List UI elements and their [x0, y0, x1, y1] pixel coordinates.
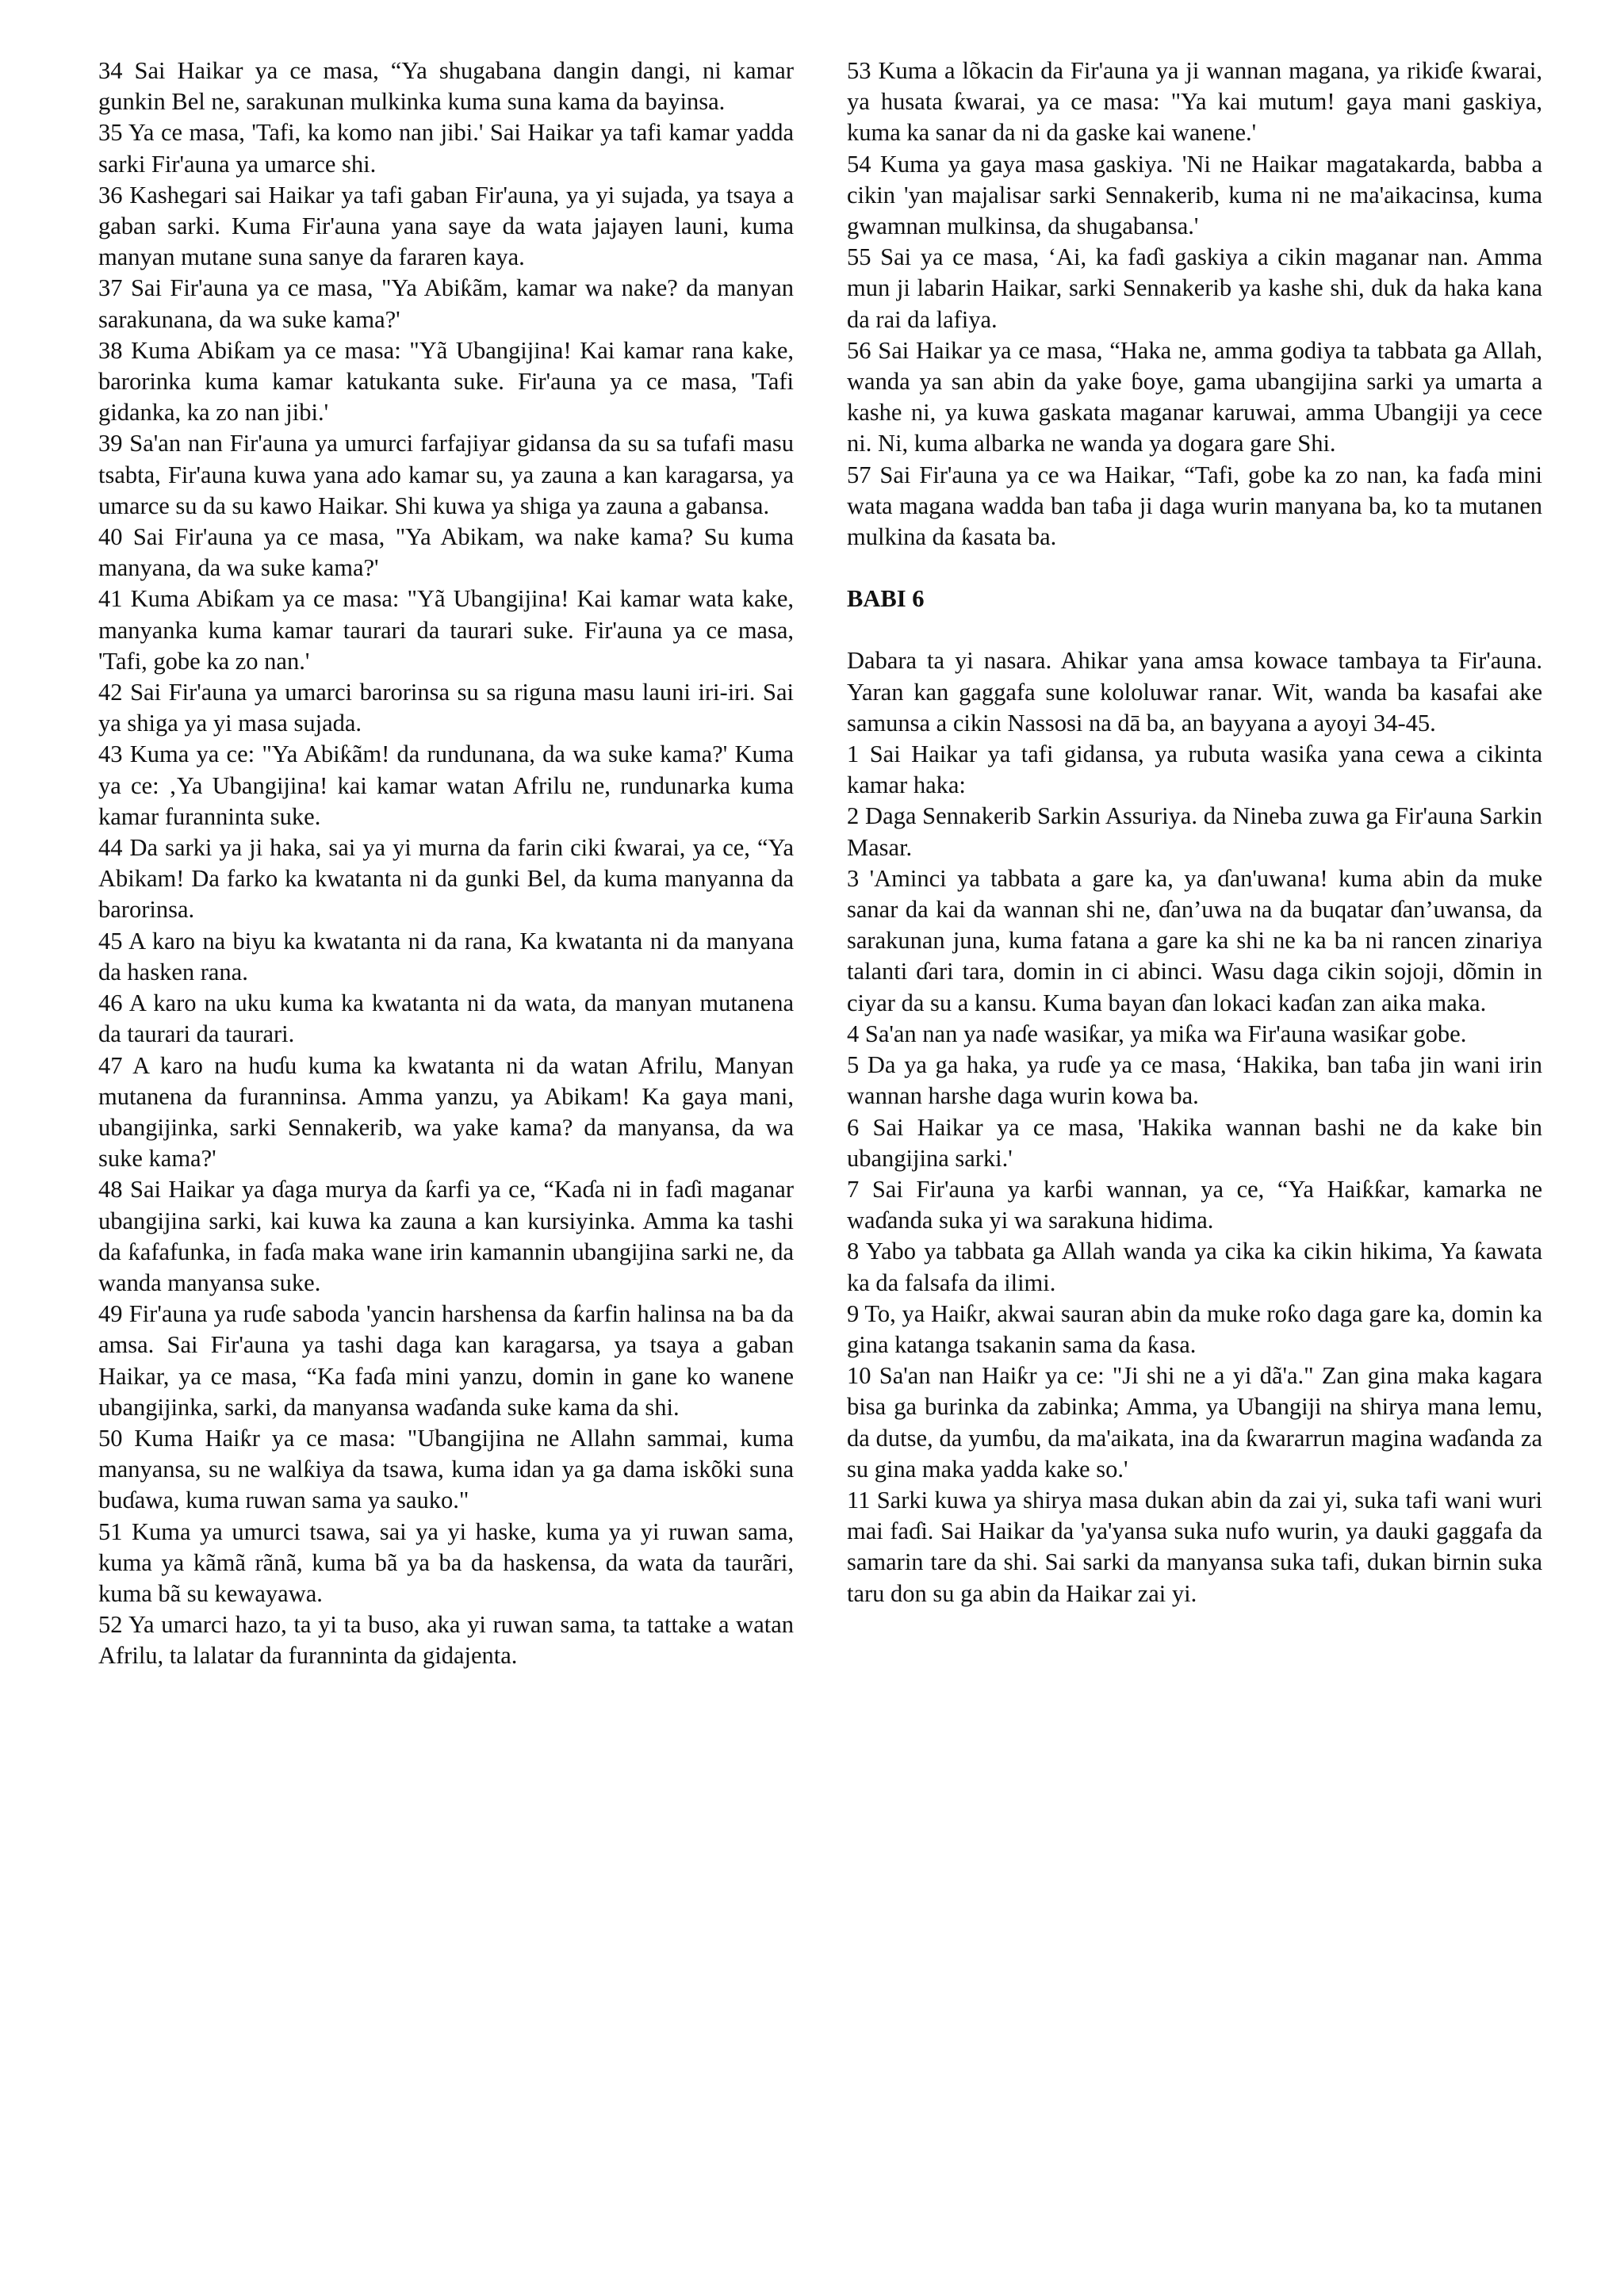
verse-54: 54 Kuma ya gaya masa gaskiya. 'Ni ne Haikar magatakarda, babba a cikin 'yan majalisar sarki Sennakerib, kuma ni ne ma'aikacinsa, kuma gwamnan mulkinsa, da shugabansa.' [847, 150, 1542, 240]
verse-52: 52 Ya umarci hazo, ta yi ta buso, aka yi ruwan sama, ta tattake a watan Afrilu, ta lalatar da furanninta da gidajenta. [98, 1611, 794, 1670]
verse-56: 56 Sai Haikar ya ce masa, “Haka ne, amma godiya ta tabbata ga Allah, wanda ya san abin da yake ɓoye, gama ubangijina sarki ya umarta a kashe ni, ya kuwa gaskata maganar karuwai, amma Ubangiji ya cece ni. Ni, kuma albarka ne wanda ya dogara gare Shi. [847, 336, 1542, 457]
chapter-verse-4: 4 Sa'an nan ya naɗe wasiƙar, ya miƙa wa Fir'auna wasiƙar gobe. [847, 1020, 1467, 1047]
verse-57: 57 Sai Fir'auna ya ce wa Haikar, “Tafi, gobe ka zo nan, ka faɗa mini wata magana wadda ban taɓa ji daga wurin manyana ba, ko ta mutanen mulkina da ƙasata ba. [847, 461, 1542, 551]
verse-55: 55 Sai ya ce masa, ‘Ai, ka faɗi gaskiya a cikin maganar nan. Amma mun ji labarin Haikar, sarki Sennakerib ya kashe shi, duk da haka kana da rai da lafiya. [847, 243, 1542, 333]
verse-50: 50 Kuma Haiƙr ya ce masa: "Ubangijina ne Allahn sammai, kuma manyansa, su ne walƙiya da tsawa, kuma idan ya ga dama iskõki suna buɗawa, kuma ruwan sama ya sauko." [98, 1424, 794, 1514]
verse-39: 39 Sa'an nan Fir'auna ya umurci farfajiyar gidansa da su sa tufafi masu tsabta, Fir'auna kuwa yana ado kamar su, ya zauna a kan karagarsa, ya umarce su da su kawo Haikar. Shi kuwa ya shiga ya zauna a gabansa. [98, 430, 794, 519]
chapter-heading: BABI 6 [847, 585, 925, 613]
chapter-verse-3: 3 'Aminci ya tabbata a gare ka, ya ɗan'uwana! kuma abin da muke sanar da kai da wannan shi ne, ɗan’uwa na da buqatar ɗan’uwansa, da sarakunan juna, kuma fatana a gare ka shi ne ka ba ni rancen zinariya talanti ɗari tara, domin in ci abinci. Wasu daga cikin sojoji, dõmin in ciyar da su a kansu. Kuma bayan ɗan lokaci kaɗan zan aika maka. [847, 864, 1542, 1016]
verse-51: 51 Kuma ya umurci tsawa, sai ya yi haske, kuma ya yi ruwan sama, kuma ya kãmã rãnã, kuma bã ya ba da haskensa, da wata da taurãri, kuma bã su kewayawa. [98, 1517, 794, 1607]
chapter-verse-11: 11 Sarki kuwa ya shirya masa dukan abin da zai yi, suka tafi wani wuri mai faɗi. Sai Haikar da 'ya'yansa suka nufo wurin, ya dauki gaggafa da samarin tare da shi. Sai sarki da manyansa suka tafi, dukan birnin suka taru don su ga abin da Haikar zai yi. [847, 1486, 1542, 1607]
chapter-verse-6: 6 Sai Haikar ya ce masa, 'Hakika wannan bashi ne da kake bin ubangijina sarki.' [847, 1113, 1542, 1172]
verse-44: 44 Da sarki ya ji haka, sai ya yi murna da farin ciki ƙwarai, ya ce, “Ya Abikam! Da farko ka kwatanta ni da gunki Bel, da kuma manyanna da barorinsa. [98, 834, 794, 924]
chapter-summary: Dabara ta yi nasara. Ahikar yana amsa kowace tambaya ta Fir'auna. Yaran kan gaggafa sune kololuwar ranar. Wit, wanda ba kasafai ake samunsa a cikin Nassosi na dā ba, an bayyana a ayoyi 34-45. [847, 647, 1542, 737]
chapter-verse-5: 5 Da ya ga haka, ya ruɗe ya ce masa, ‘Hakika, ban taɓa jin wani irin wannan harshe daga wurin kowa ba. [847, 1051, 1542, 1110]
verse-38: 38 Kuma Abiƙam ya ce masa: "Yã Ubangijina! Kai kamar rana kake, barorinka kuma kamar katukanta suke. Fir'auna ya ce masa, 'Tafi gidanka, ka zo nan jibi.' [98, 336, 794, 427]
verse-46: 46 A karo na uku kuma ka kwatanta ni da wata, da manyan mutanena da taurari da taurari. [98, 989, 794, 1048]
verse-41: 41 Kuma Abiƙam ya ce masa: "Yã Ubangijina! Kai kamar wata kake, manyanka kuma kamar taurari da taurari suke. Fir'auna ya ce masa, 'Tafi, gobe ka zo nan.' [98, 585, 794, 675]
verse-48: 48 Sai Haikar ya ɗaga murya da ƙarfi ya ce, “Kaɗa ni in faɗi maganar ubangijina sarki, kai kuwa ka zauna a kan kursiyinka. Amma ka tashi da ƙafafunka, in faɗa maka wane irin kamannin ubangijina sarki ne, da wanda manyansa suke. [98, 1176, 794, 1296]
verse-43: 43 Kuma ya ce: "Ya Abiƙãm! da rundunana, da wa suke kama?' Kuma ya ce: ‚Ya Ubangijina! kai kamar watan Afrilu ne, rundunarka kuma kamar furanninta suke. [98, 740, 794, 830]
verse-53: 53 Kuma a lõkacin da Fir'auna ya ji wannan magana, ya rikiɗe ƙwarai, ya husata ƙwarai, ya ce masa: "Ya kai mutum! gaya mani gaskiya, kuma ka sanar da ni da gaske kai wanene.' [847, 57, 1542, 147]
verse-40: 40 Sai Fir'auna ya ce masa, "Ya Abikam, wa nake kama? Su kuma manyana, da wa suke kama?' [98, 523, 794, 582]
verse-45: 45 A karo na biyu ka kwatanta ni da rana, Ka kwatanta ni da manyana da hasken rana. [98, 927, 794, 985]
verse-35: 35 Ya ce masa, 'Tafi, ka komo nan jibi.' Sai Haikar ya tafi kamar yadda sarki Fir'auna ya umarce shi. [98, 119, 794, 178]
chapter-verse-8: 8 Yabo ya tabbata ga Allah wanda ya cika ka cikin hikima, Ya ƙawata ka da falsafa da ilimi. [847, 1238, 1542, 1296]
verse-36: 36 Kashegari sai Haikar ya tafi gaban Fir'auna, ya yi sujada, ya tsaya a gaban sarki. Kuma Fir'auna yana saye da wata jajayen launi, kuma manyan mutane suna sanye da fararen kaya. [98, 181, 794, 271]
chapter-verse-9: 9 To, ya Haiƙr, akwai sauran abin da muke roƙo daga gare ka, domin ka gina katanga tsakanin sama da ƙasa. [847, 1299, 1542, 1358]
verse-34: 34 Sai Haikar ya ce masa, “Ya shugabana dangin dangi, ni kamar gunkin Bel ne, sarakunan mulkinka kuma suna kama da bayinsa. [98, 57, 794, 116]
verse-47: 47 A karo na huɗu kuma ka kwatanta ni da watan Afrilu, Manyan mutanena da furanninsa. Amma yanzu, ya Abikam! Ka gaya mani, ubangijinka, sarki Sennakerib, wa yake kama? da manyansa, da wa suke kama?' [98, 1051, 794, 1173]
chapter-verse-2: 2 Daga Sennakerib Sarkin Assuriya. da Nineba zuwa ga Fir'auna Sarkin Masar. [847, 802, 1542, 861]
chapter-verse-7: 7 Sai Fir'auna ya karɓi wannan, ya ce, “Ya Haiƙƙar, kamarka ne waɗanda suka yi wa sarakuna hidima. [847, 1175, 1542, 1234]
verse-37: 37 Sai Fir'auna ya ce masa, "Ya Abiƙãm, kamar wa nake? da manyan sarakunana, da wa suke kama?' [98, 274, 794, 333]
left-column [98, 55, 794, 1672]
verse-42: 42 Sai Fir'auna ya umarci barorinsa su sa riguna masu launi iri-iri. Sai ya shiga ya yi masa sujada. [98, 679, 794, 737]
chapter-verse-1: 1 Sai Haikar ya tafi gidansa, ya rubuta wasiƙa yana cewa a cikinta kamar haka: [847, 740, 1542, 799]
right-column [847, 55, 1542, 1609]
chapter-verse-10: 10 Sa'an nan Haiƙr ya ce: "Ji shi ne a yi dã'a." Zan gina maka kagara bisa ga burinka da zabinka; Amma, ya Ubangiji na shirya mana lemu, da dutse, da yumɓu, da ma'aikata, ina da ƙwararrun magina waɗanda za su gina maka yadda kake so.' [847, 1362, 1542, 1483]
verse-49: 49 Fir'auna ya ruɗe saboda 'yancin harshensa da ƙarfin halinsa na ba da amsa. Sai Fir'auna ya tashi daga kan karagarsa, ya tsaya a gaban Haikar, ya ce masa, “Ka faɗa mini yanzu, domin in gane ko wanene ubangijinka, sarki, da manyansa waɗanda suke kama da shi. [98, 1300, 794, 1421]
